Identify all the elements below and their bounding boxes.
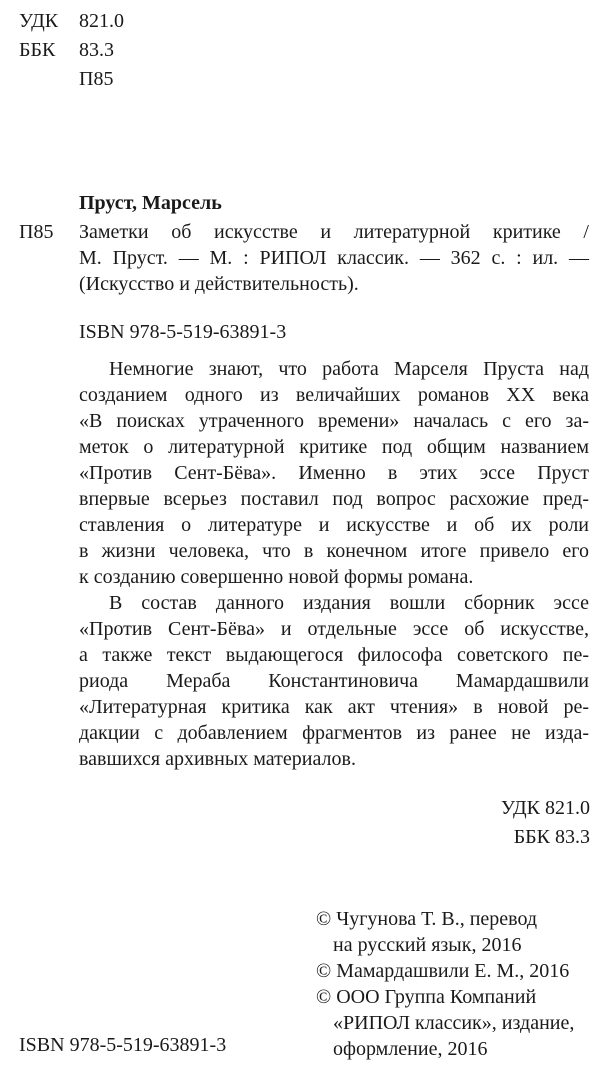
bbk-label: ББК [19,39,56,61]
abstract-line: дакции с добавлением фрагментов из ранее не изда- [79,722,589,744]
abstract-line: вавшихся архивных материалов. [79,748,356,770]
copyright-line: © Мамардашвили Е. М., 2016 [316,960,570,982]
abstract-line: «В поисках утраченного времени» началась с его за- [79,410,589,432]
abstract [79,356,589,772]
copyright-line: «РИПОЛ классик», издание, [333,1012,575,1034]
isbn-bottom: ISBN 978-5-519-63891-3 [19,1034,227,1056]
abstract-line: риода Мераба Константиновича Мамардашвили [79,670,589,692]
abstract-line: впервые всерьез поставил под вопрос расхожие пред- [79,488,589,510]
description-line: М. Пруст. — М. : РИПОЛ классик. — 362 с. : ил. — [79,247,589,269]
udk-value: 821.0 [79,10,124,32]
bibliographic-description [79,219,589,297]
abstract-line: «Против Сент-Бёва» и отдельные эссе об искусстве, [79,618,589,640]
abstract-line: ставления о литературе и искусстве и об их роли [79,514,589,536]
description-line: Заметки об искусстве и литературной критике / [79,221,589,243]
abstract-line: а также текст выдающегося философа советского пе- [79,644,589,666]
abstract-line: Немногие знают, что работа Марселя Пруста над [109,358,589,380]
isbn-main: ISBN 978-5-519-63891-3 [79,321,287,343]
copyright-line: на русский язык, 2016 [333,934,522,956]
copyright-block [316,906,596,1062]
abstract-line: В состав данного издания вошли сборник эссе [109,592,589,614]
abstract-line: «Против Сент-Бёва». Именно в этих эссе Пруст [79,462,589,484]
abstract-line: в жизни человека, что в конечном итоге привело его [79,540,589,562]
abstract-line: меток о литературной критике под общим названием [79,436,589,458]
abstract-line: созданием одного из величайших романов XX века [79,384,589,406]
abstract-line: «Литературная критика как акт чтения» в новой ре- [79,696,589,718]
author-name: Пруст, Марсель [79,192,222,214]
copyright-line: © Чугунова Т. В., перевод [316,908,538,930]
udk-label: УДК [19,10,59,32]
abstract-line: к созданию совершенно новой формы романа. [79,566,474,588]
description-line: (Искусство и действительность). [79,273,359,295]
udk-bottom: УДК 821.0 [500,797,590,819]
copyright-line: © ООО Группа Компаний [316,986,537,1008]
bbk-value: 83.3 [79,39,114,61]
bbk-bottom: ББК 83.3 [513,826,590,848]
author-cipher: П85 [19,221,54,243]
copyright-line: оформление, 2016 [333,1038,488,1060]
author-cipher-top: П85 [79,68,114,90]
